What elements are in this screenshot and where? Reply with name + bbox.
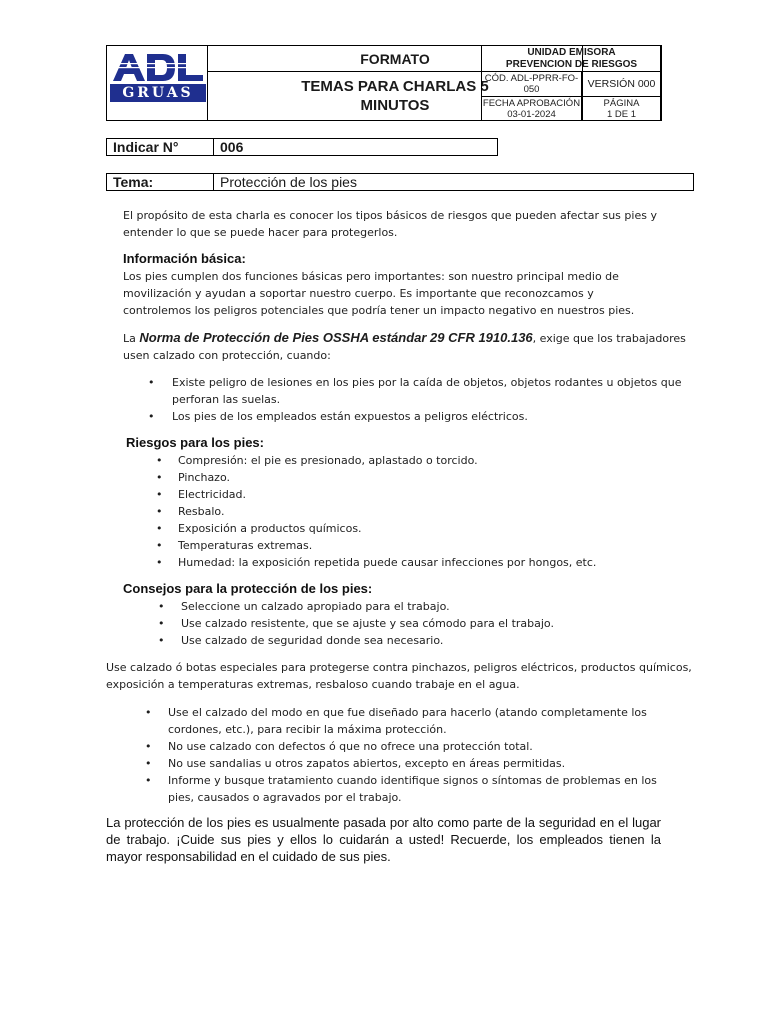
norma-line-2: usen calzado con protección, cuando: [123, 349, 331, 362]
conclusion-paragraph: La protección de los pies es usualmente pasada por alto como parte de la seguridad en el lugar de trabajo. ¡Cuide sus pies y ellos lo cuidarán a usted! Recuerde, los empleados tienen la mayor responsabilidad en el cuidado de sus pies. [106, 815, 661, 864]
bullet-text-cont: perforan las suelas. [172, 393, 281, 406]
list-item [156, 486, 596, 503]
bullet-text: No use sandalias u otros zapatos abiertos, excepto en áreas permitidas. [168, 757, 566, 770]
bullet-text: Use calzado resistente, que se ajuste y sea cómodo para el trabajo. [181, 617, 554, 630]
bullet-icon: • [145, 774, 152, 787]
consejos-heading: Consejos para la protección de los pies: [123, 581, 373, 596]
codigo-cell [481, 71, 582, 97]
info-basica-paragraph [123, 268, 634, 319]
bullet-text: Pinchazo. [178, 471, 230, 484]
list-item [145, 772, 657, 806]
intro-line-1: El propósito de esta charla es conocer los tipos básicos de riesgos que pueden afectar sus pies y [123, 209, 657, 222]
bullet-text: Use calzado de seguridad donde sea necesario. [181, 634, 444, 647]
pagina-label: PÁGINA [603, 97, 640, 109]
norma-paragraph [123, 329, 686, 364]
list-item [148, 374, 681, 408]
use-calzado-line-2: exposición a temperaturas extremas, resbaloso cuando trabaje en el agua. [106, 678, 520, 691]
tema-value: Protección de los pies [213, 173, 694, 191]
bullet-icon: • [148, 376, 155, 389]
list-item [156, 469, 596, 486]
list-item [148, 408, 681, 425]
list-item [158, 598, 554, 615]
fecha-value: 03-01-2024 [507, 108, 556, 120]
bullet-icon: • [148, 410, 155, 423]
norma-emphasis: Norma de Protección de Pies OSSHA estándar 29 CFR 1910.136 [139, 330, 533, 345]
riesgos-list [156, 452, 596, 571]
unidad-emisora-cell [481, 45, 662, 72]
bullet-text-cont: cordones, etc.), para recibir la máxima protección. [168, 723, 447, 736]
info-basica-heading: Información básica: [123, 251, 246, 266]
consejos-list [158, 598, 554, 649]
bullet-icon: • [156, 454, 163, 467]
logo-cell [106, 45, 208, 121]
bullet-text: No use calzado con defectos ó que no ofrece una protección total. [168, 740, 533, 753]
pagina-value: 1 DE 1 [606, 108, 637, 120]
bullet-icon: • [156, 488, 163, 501]
riesgos-heading: Riesgos para los pies: [126, 435, 264, 450]
bullet-text: Existe peligro de lesiones en los pies por la caída de objetos, objetos rodantes u objetos que [172, 376, 682, 389]
bullet-text: Compresión: el pie es presionado, aplastado o torcido. [178, 454, 478, 467]
list-item [158, 632, 554, 649]
norma-line-1 [123, 329, 686, 347]
list-item [156, 452, 596, 469]
bullet-icon: • [145, 740, 152, 753]
bullet-icon: • [156, 556, 163, 569]
list-item [156, 520, 596, 537]
bullet-icon: • [156, 522, 163, 535]
list-item [156, 554, 596, 571]
bullet-icon: • [145, 706, 152, 719]
bullet-text: Los pies de los empleados están expuestos a peligros eléctricos. [172, 410, 528, 423]
list-item [145, 755, 657, 772]
bullet-text: Seleccione un calzado apropiado para el trabajo. [181, 600, 450, 613]
info-line-3: controlemos los peligros potenciales que podría tener un impacto negativo en nuestros pies. [123, 304, 635, 317]
fecha-cell [481, 96, 582, 121]
indicar-label: Indicar N° [106, 138, 214, 156]
list-item [156, 537, 596, 554]
list-item [145, 704, 657, 738]
recomendaciones-list [145, 704, 657, 806]
bullet-text: Use el calzado del modo en que fue diseñado para hacerlo (atando completamente los [168, 706, 647, 719]
indicar-value: 006 [213, 138, 498, 156]
bullet-text: Electricidad. [178, 488, 247, 501]
bullet-text: Resbalo. [178, 505, 225, 518]
version-cell: VERSIÓN 000 [581, 71, 662, 97]
norma-prefix: La [123, 332, 140, 345]
bullet-icon: • [156, 505, 163, 518]
intro-paragraph [123, 207, 657, 241]
list-item [156, 503, 596, 520]
bullet-text: Temperaturas extremas. [178, 539, 313, 552]
intro-line-2: entender lo que se puede hacer para protegerlos. [123, 226, 398, 239]
info-line-2: movilización y ayudan a soportar nuestro cuerpo. Es importante que reconozcamos y [123, 287, 594, 300]
use-calzado-paragraph [106, 659, 692, 693]
unidad-line-2: PREVENCION DE RIESGOS [505, 58, 638, 70]
bullet-text: Humedad: la exposición repetida puede causar infecciones por hongos, etc. [178, 556, 597, 569]
list-item [145, 738, 657, 755]
adl-logo-icon [111, 52, 205, 82]
norma-bullets [148, 374, 681, 425]
bullet-text-cont: pies, causados o agravados por el trabajo. [168, 791, 402, 804]
bullet-icon: • [145, 757, 152, 770]
bullet-text: Informe y busque tratamiento cuando identifique signos o síntomas de problemas en los [168, 774, 657, 787]
title-line-1: TEMAS PARA CHARLAS 5 [301, 78, 489, 95]
bullet-icon: • [158, 634, 165, 647]
info-line-1: Los pies cumplen dos funciones básicas pero importantes: son nuestro principal medio de [123, 270, 619, 283]
codigo-line-2: 050 [523, 84, 540, 95]
fecha-label: FECHA APROBACIÓN [482, 97, 581, 109]
unidad-line-1: UNIDAD EMISORA [527, 46, 616, 58]
codigo-line-1: CÓD. ADL-PPRR-FO- [484, 73, 579, 84]
bullet-icon: • [156, 471, 163, 484]
pagina-cell [581, 96, 662, 121]
bullet-icon: • [158, 600, 165, 613]
use-calzado-line-1: Use calzado ó botas especiales para protegerse contra pinchazos, peligros eléctricos, productos químicos, [106, 661, 692, 674]
logo-gruas-label: GRUAS [110, 84, 206, 102]
bullet-icon: • [156, 539, 163, 552]
norma-suffix: , exige que los trabajadores [532, 332, 686, 345]
bullet-icon: • [158, 617, 165, 630]
title-line-2: MINUTOS [360, 97, 430, 114]
formato-title: FORMATO [207, 45, 583, 72]
list-item [158, 615, 554, 632]
bullet-text: Exposición a productos químicos. [178, 522, 362, 535]
tema-label: Tema: [106, 173, 214, 191]
header-table [106, 45, 661, 121]
